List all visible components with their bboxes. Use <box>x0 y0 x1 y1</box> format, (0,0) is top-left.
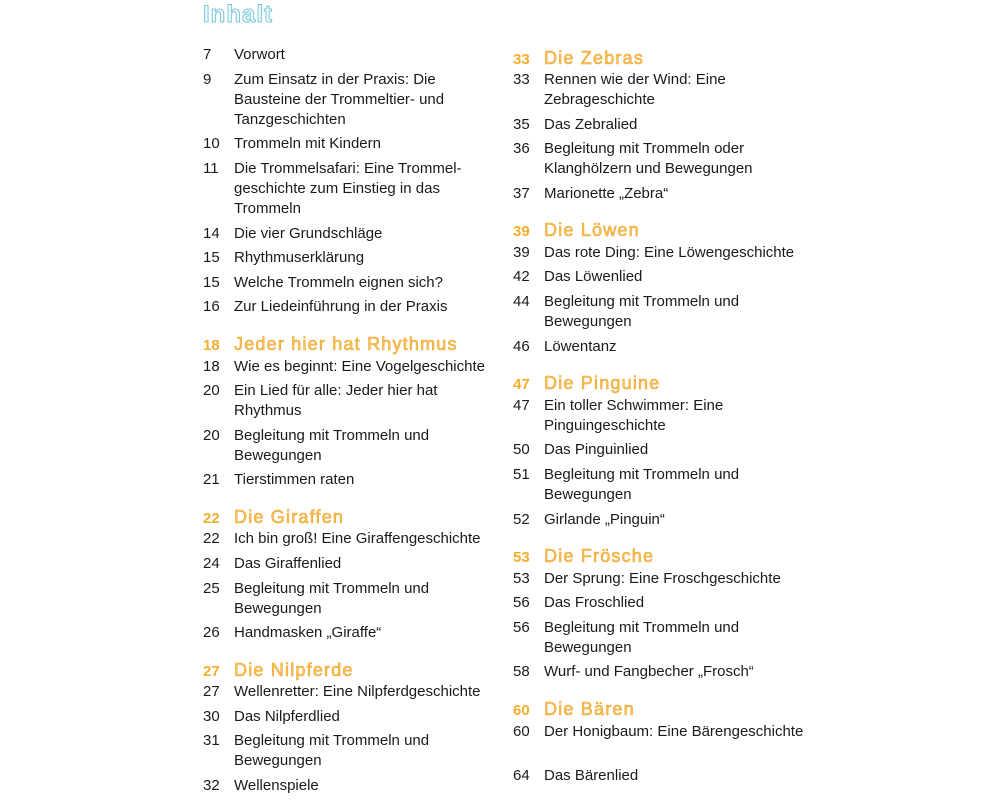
section-title: Die Löwen <box>544 220 640 240</box>
entry-page: 31 <box>203 732 220 749</box>
entry-page: 32 <box>203 777 220 794</box>
entry-title: Rennen wie der Wind: Eine Zebrageschichte <box>544 71 726 108</box>
entry-title: Löwentanz <box>544 338 617 355</box>
entry-title: Tierstimmen raten <box>234 471 355 488</box>
section-page: 27 <box>203 663 220 680</box>
entry-page: 60 <box>513 723 530 740</box>
entry-title: Handmasken „Giraffe“ <box>234 624 382 641</box>
entry-title: Vorwort <box>234 46 285 63</box>
entry-page: 25 <box>203 580 220 597</box>
entry-page: 51 <box>513 466 530 483</box>
entry-page: 30 <box>203 708 220 725</box>
entry-page: 7 <box>203 46 212 63</box>
entry-title: Das Zebralied <box>544 116 638 133</box>
entry-title: Das Froschlied <box>544 594 645 611</box>
entry-title: Ein Lied für alle: Jeder hier hat Rhythmus <box>234 382 438 419</box>
entry-title: Die Trommelsafari: Eine Trommel-geschichte zum Einstieg in das Trommeln <box>234 160 462 217</box>
entry-title: Welche Trommeln eignen sich? <box>234 274 443 291</box>
entry-page: 16 <box>203 298 220 315</box>
section-title: Die Frösche <box>544 546 655 566</box>
section-title: Die Zebras <box>544 48 645 68</box>
entry-page: 11 <box>203 160 219 177</box>
entry-page: 52 <box>513 511 530 528</box>
entry-title: Begleitung mit Trommeln und Bewegungen <box>234 732 430 769</box>
entry-title: Begleitung mit Trommeln und Bewegungen <box>544 293 740 330</box>
entry-page: 56 <box>513 594 530 611</box>
entry-title: Trommeln mit Kindern <box>234 135 381 152</box>
entry-title: Marionette „Zebra“ <box>544 185 669 202</box>
entry-title: Der Honigbaum: Eine Bärengeschichte <box>544 723 804 740</box>
entry-page: 27 <box>203 683 220 700</box>
entry-title: Begleitung mit Trommeln und Bewegungen <box>544 619 740 656</box>
entry-page: 15 <box>203 274 220 291</box>
entry-title: Rhythmuserklärung <box>234 249 365 266</box>
entry-page: 18 <box>203 358 220 375</box>
entry-title: Zur Liedeinführung in der Praxis <box>234 298 448 315</box>
entry-page: 22 <box>203 530 220 547</box>
entry-page: 20 <box>203 382 220 399</box>
entry-title: Wellenspiele <box>234 777 319 794</box>
section-page: 18 <box>203 337 220 354</box>
entry-page: 33 <box>513 71 530 88</box>
entry-page: 42 <box>513 268 530 285</box>
entry-page: 9 <box>203 71 212 88</box>
entry-page: 14 <box>203 225 220 242</box>
entry-page: 15 <box>203 249 220 266</box>
section-title: Die Bären <box>544 699 635 719</box>
entry-title: Begleitung mit Trommeln und Bewegungen <box>544 466 740 503</box>
entry-title: Ich bin groß! Eine Giraffengeschichte <box>234 530 481 547</box>
entry-page: 21 <box>203 471 220 488</box>
entry-page: 50 <box>513 441 530 458</box>
entry-title: Begleitung mit Trommeln oder Klanghölzern und Bewegungen <box>544 140 753 177</box>
entry-title: Zum Einsatz in der Praxis: Die Bausteine der Trommeltier- und Tanzgeschichten <box>234 71 445 128</box>
entry-page: 47 <box>513 397 530 414</box>
section-title: Jeder hier hat Rhythmus <box>234 334 458 354</box>
entry-title: Wellenretter: Eine Nilpferdgeschichte <box>234 683 481 700</box>
entry-title: Ein toller Schwimmer: Eine Pinguingeschichte <box>544 397 724 434</box>
entry-page: 36 <box>513 140 530 157</box>
entry-title: Das Löwenlied <box>544 268 643 285</box>
entry-page: 44 <box>513 293 530 310</box>
entry-page: 10 <box>203 135 220 152</box>
section-page: 47 <box>513 376 530 393</box>
entry-page: 26 <box>203 624 220 641</box>
section-title: Die Nilpferde <box>234 660 354 680</box>
page-title: Inhalt <box>203 1 273 28</box>
entry-page: 20 <box>203 427 220 444</box>
entry-page: 39 <box>513 244 530 261</box>
entry-page: 35 <box>513 116 530 133</box>
entry-title: Das rote Ding: Eine Löwengeschichte <box>544 244 795 261</box>
entry-title: Die vier Grundschläge <box>234 225 383 242</box>
entry-title: Begleitung mit Trommeln und Bewegungen <box>234 580 430 617</box>
entry-title: Wurf- und Fangbecher „Frosch“ <box>544 663 754 680</box>
entry-page: 58 <box>513 663 530 680</box>
section-title: Die Pinguine <box>544 373 661 393</box>
section-page: 22 <box>203 510 220 527</box>
entry-page: 53 <box>513 570 530 587</box>
entry-page: 46 <box>513 338 530 355</box>
section-page: 39 <box>513 223 530 240</box>
section-page: 33 <box>513 51 530 68</box>
section-page: 53 <box>513 549 530 566</box>
entry-title: Begleitung mit Trommeln und Bewegungen <box>234 427 430 464</box>
entry-title: Das Giraffenlied <box>234 555 342 572</box>
entry-title: Das Bärenlied <box>544 767 639 784</box>
entry-title: Das Nilpferdlied <box>234 708 340 725</box>
entry-title: Wie es beginnt: Eine Vogelgeschichte <box>234 358 485 375</box>
entry-title: Girlande „Pinguin“ <box>544 511 665 528</box>
section-page: 60 <box>513 702 530 719</box>
entry-page: 56 <box>513 619 530 636</box>
entry-page: 64 <box>513 767 530 784</box>
entry-page: 24 <box>203 555 220 572</box>
entry-title: Der Sprung: Eine Froschgeschichte <box>544 570 781 587</box>
section-title: Die Giraffen <box>234 507 345 527</box>
entry-page: 37 <box>513 185 530 202</box>
entry-title: Das Pinguinlied <box>544 441 649 458</box>
